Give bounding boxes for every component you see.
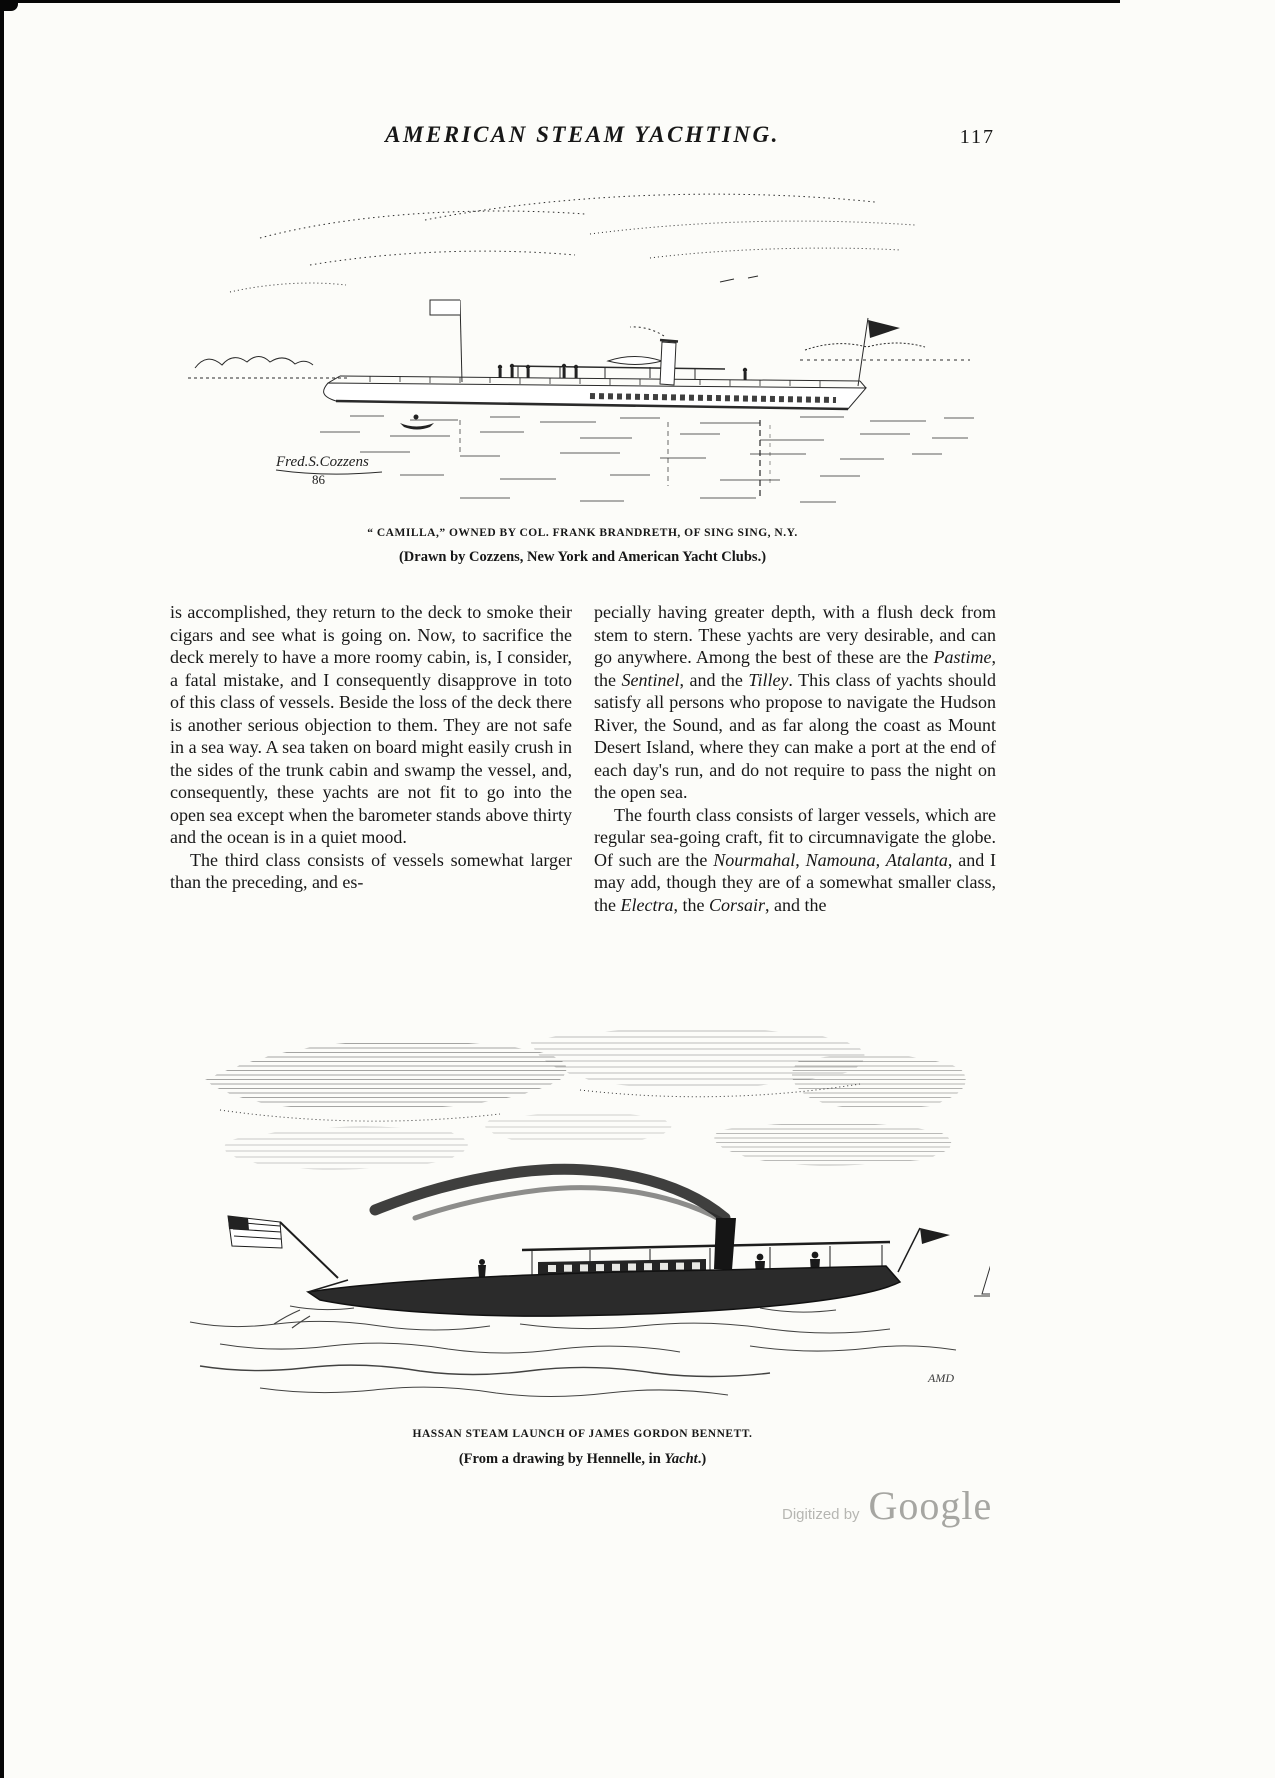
left-column xyxy=(170,601,572,916)
scan-edge-artifact-left xyxy=(0,0,4,1778)
scan-edge-artifact-top xyxy=(0,0,1120,3)
google-watermark xyxy=(782,1482,992,1529)
figure2-engraver-mark: AMD xyxy=(928,1371,954,1385)
right-column xyxy=(594,601,996,916)
page-number: 117 xyxy=(959,126,995,148)
google-logo: Google xyxy=(868,1483,993,1528)
figure2-credit: (From a drawing by Hennelle, in Yacht.) xyxy=(458,1451,707,1467)
scan-corner-artifact xyxy=(0,0,18,11)
figure2-caption: HASSAN STEAM LAUNCH OF JAMES GORDON BENNETT. xyxy=(412,1428,753,1440)
paragraph: The third class consists of vessels somewhat larger than the preceding, and es- xyxy=(170,849,572,892)
article-title: AMERICAN STEAM YACHTING. xyxy=(385,122,780,147)
digitized-by-label: Digitized by xyxy=(782,1506,860,1523)
body-text xyxy=(170,601,996,916)
figure1-credit: (Drawn by Cozzens, New York and American Yacht Clubs.) xyxy=(398,549,767,565)
paragraph: The fourth class consists of larger vessels, which are regular sea-going craft, fit to circumnavigate the globe. Of such are the Nourmahal, Namouna, Atalanta, and I may add, though they are of a somewhat smaller class, the Electra, the Corsair, and the xyxy=(594,804,997,915)
figure-hassan-illustration xyxy=(160,1010,990,1410)
figure1-caption: “ CAMILLA,” OWNED BY COL. FRANK BRANDRETH, OF SING SING, N.Y. xyxy=(367,527,798,539)
figure1-signature-year: 86 xyxy=(312,472,325,487)
figure1-signature: Fred.S.Cozzens xyxy=(276,454,369,470)
paragraph: pecially having greater depth, with a flush deck from stem to stern. These yachts are very desirable, and can go anywhere. Among the best of these are the Pastime, the Sentinel, and the Tilley. This class of yachts should satisfy all persons who propose to navigate the Hudson River, the Sound, and as far along the coast as Mount Desert Island, where they can make a port at the end of each day's run, and do not require to pass the night on the open sea. xyxy=(594,602,997,802)
paragraph: is accomplished, they return to the deck to smoke their cigars and see what is going on. Now, to sacrifice the deck merely to have a more roomy cabin, is, I consider, a fatal mistake, and I consequently disapprove in toto of this class of vessels. Beside the loss of the deck there is another serious objection to them. They are not safe in a sea way. A sea taken on board might easily crush in the sides of the trunk cabin and swamp the vessel, and, consequently, these yachts are not fit to go into the open sea except when the barometer stands above thirty and the ocean is in a quiet mood. xyxy=(170,602,572,847)
figure-camilla-illustration xyxy=(160,170,980,520)
